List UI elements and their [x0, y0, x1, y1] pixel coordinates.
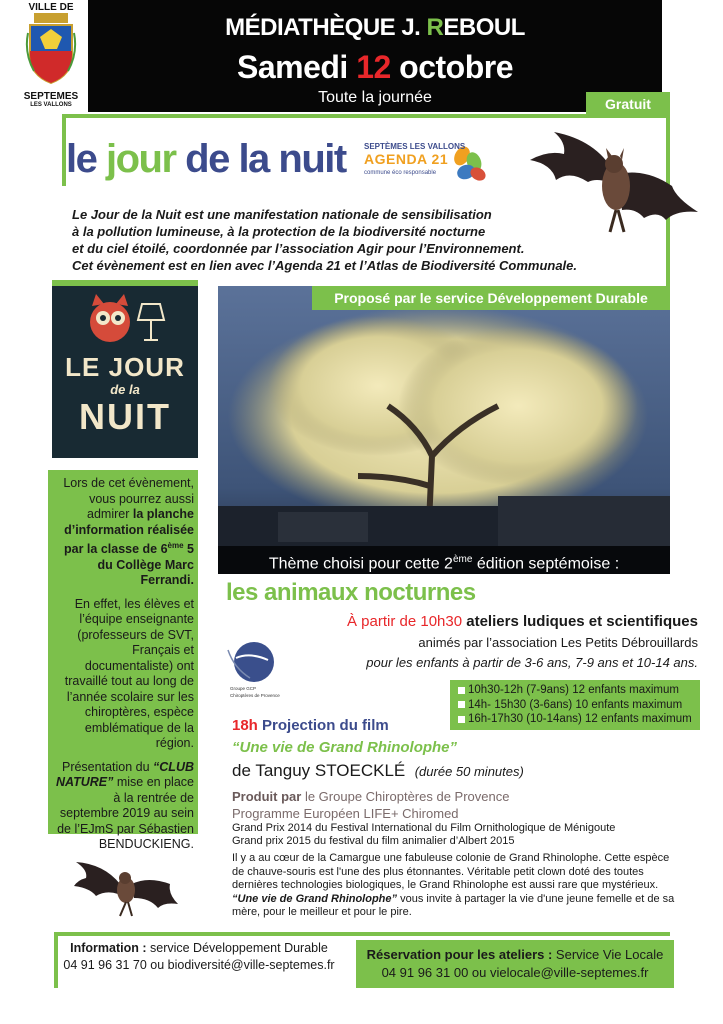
- event-poster: [52, 286, 198, 458]
- footer-top-border: [54, 932, 670, 936]
- venue-suffix: EBOUL: [443, 14, 525, 41]
- gcp-logo: [220, 638, 280, 702]
- agenda21-logo: [362, 142, 492, 184]
- film-prod-label: Produit par: [232, 789, 302, 804]
- film-heading: [232, 716, 389, 736]
- footer-information: [54, 940, 344, 974]
- film-description: [232, 852, 682, 920]
- venue-prefix: MÉDIATHÈQUE J.: [225, 14, 427, 41]
- workshops-organizer: animés par l’association Les Petits Débrouillards: [418, 635, 698, 650]
- frame-top-border: [62, 114, 670, 118]
- theme-caption-sup: ème: [452, 554, 473, 565]
- left-para-1-c: 5 du Collège Marc Ferrandi.: [97, 542, 194, 588]
- film-desc-a: Il y a au cœur de la Camargue une fabuleuse colonie de Grand Rhinolophe. Cette espèce de chauve-souris est l'une des plus étonnantes. Véritable petit clown doté des toutes dernières technologies biologiques, le Grand Rhinolophe est aussi rare que mystérieux.: [232, 852, 670, 891]
- event-date: [88, 48, 662, 86]
- date-number: 12: [356, 49, 391, 85]
- gcp-name: Groupe GCP: [230, 686, 257, 691]
- film-duration: (durée 50 minutes): [414, 764, 524, 779]
- tree-photo: [218, 286, 670, 574]
- title-word-nuit: de la nuit: [175, 137, 346, 181]
- film-award: Grand prix 2015 du festival du film animalier d’Albert 2015: [232, 835, 515, 847]
- town-label-sub: LES VALLONS: [30, 102, 72, 108]
- info-contact: 04 91 96 31 70 ou biodiversité@ville-septemes.fr: [63, 958, 335, 972]
- poster-line-1: LE JOUR: [65, 352, 185, 382]
- resa-contact: 04 91 96 31 00 ou vielocale@ville-septemes.fr: [381, 965, 649, 980]
- theme-caption-before: Thème choisi pour cette 2: [268, 555, 453, 573]
- intro-line: Le Jour de la Nuit est une manifestation nationale de sensibilisation: [72, 207, 492, 222]
- film-producer: [232, 788, 509, 805]
- resa-label: Réservation pour les ateliers :: [366, 947, 553, 962]
- date-month: octobre: [390, 49, 514, 85]
- owl-lamp-icon: [52, 286, 198, 352]
- date-day: Samedi: [236, 49, 357, 85]
- gcp-subtitle: Chiroptères de Provence: [230, 693, 280, 698]
- film-time: 18h: [232, 717, 258, 734]
- agenda-town: SEPTÈMES LES VALLONS: [364, 142, 466, 151]
- organizer-banner: Proposé par le service Développement Durable: [312, 286, 670, 310]
- left-para-1: [52, 476, 194, 589]
- venue-heading: [88, 14, 662, 42]
- left-para-3: [52, 760, 194, 853]
- town-label-top: VILLE DE: [28, 2, 74, 13]
- film-title: “Une vie de Grand Rhinolophe”: [232, 739, 458, 756]
- film-program: Programme Européen LIFE+ Chiromed: [232, 806, 459, 821]
- tree-photo-image: [218, 286, 670, 574]
- checkbox-icon: [458, 687, 465, 694]
- poster-line-3: NUIT: [79, 396, 171, 437]
- workshops-heading: [302, 612, 698, 631]
- agenda-tagline: commune éco responsable: [364, 170, 437, 176]
- left-para-3-a: Présentation du: [61, 759, 154, 774]
- workshops-time: À partir de 10h30: [347, 613, 467, 630]
- film-prod-value: le Groupe Chiroptères de Provence: [301, 789, 510, 804]
- shield-icon: [24, 13, 78, 85]
- left-info-text: [52, 476, 194, 861]
- session-row: [458, 712, 694, 727]
- film-desc-b: “Une vie de Grand Rhinolophe”: [232, 892, 398, 905]
- film-by: de: [232, 761, 256, 780]
- session-row: [458, 683, 694, 698]
- session-text: 10h30-12h (7-9ans) 12 enfants maximum: [468, 684, 679, 696]
- session-text: 14h- 15h30 (3-6ans) 10 enfants maximum: [468, 698, 683, 711]
- left-para-1-sup: ème: [167, 541, 184, 550]
- film-desc-c: vous invite à partager la vie d'une jeune femelle et de sa mère, pour le meilleur et pour le pire.: [232, 892, 675, 918]
- theme-title: les animaux nocturnes: [226, 579, 476, 606]
- town-coat-of-arms: [18, 2, 84, 110]
- sessions-box: [450, 680, 700, 730]
- film-label: Projection du film: [257, 717, 389, 734]
- venue-initial: R: [426, 14, 444, 41]
- left-para-2: En effet, les élèves et l’équipe enseignante (professeurs de SVT, Français et documentaliste) ont travaillé tout au long de l’année scolaire sur les chiroptères, espèce emblématique de la région.: [64, 596, 194, 751]
- workshops-ages: pour les enfants à partir de 3-6 ans, 7-9 ans et 10-14 ans.: [366, 655, 698, 670]
- left-para-3-c: mise en place à la rentrée de septembre 2019 au sein de l’EJmS par Sébastien BENDUCKIENG.: [57, 775, 194, 852]
- checkbox-icon: [458, 716, 465, 723]
- theme-caption-after: édition septémoise :: [472, 555, 620, 573]
- resa-value: Service Vie Locale: [552, 947, 664, 962]
- film-awards: [232, 822, 682, 848]
- intro-line: Cet évènement est en lien avec l’Agenda 21 et l’Atlas de Biodiversité Communale.: [72, 258, 578, 273]
- film-director-line: [232, 760, 524, 783]
- left-para-1-a: Lors de cet évènement, vous pourrez aussi admirer: [63, 476, 194, 521]
- free-badge: Gratuit: [586, 92, 670, 116]
- poster-line-2: de la: [110, 382, 140, 397]
- left-para-3-b: “CLUB NATURE”: [55, 759, 194, 790]
- info-label: Information :: [70, 941, 147, 955]
- event-title: [66, 136, 346, 182]
- left-para-1-b: la planche d’information réalisée par la classe de 6: [64, 507, 194, 557]
- theme-caption: [218, 546, 670, 574]
- agenda-name: AGENDA 21: [364, 151, 449, 167]
- intro-paragraph: [72, 206, 612, 274]
- session-text: 16h-17h30 (10-14ans) 12 enfants maximum: [468, 713, 692, 725]
- film-award: Grand Prix 2014 du Festival International du Film Ornithologique de Ménigoute: [232, 822, 616, 834]
- intro-line: à la pollution lumineuse, à la protection de la biodiversité nocturne: [72, 224, 486, 239]
- title-word-jour: jour: [105, 137, 176, 181]
- workshops-label: ateliers ludiques et scientifiques: [466, 613, 698, 630]
- bird-logo-icon: [220, 638, 280, 686]
- film-director: Tanguy STOECKLÉ: [255, 761, 406, 780]
- bat-icon: [74, 854, 178, 918]
- info-value: service Développement Durable: [146, 941, 328, 955]
- title-word-le: le: [66, 137, 106, 181]
- intro-line: et du ciel étoilé, coordonnée par l’association Agir pour l’Environnement.: [72, 241, 525, 256]
- event-time: Toute la journée: [318, 89, 432, 106]
- footer-reservation: [356, 940, 674, 988]
- checkbox-icon: [458, 701, 465, 708]
- town-label-name: SEPTEMES: [23, 91, 79, 102]
- session-row: [458, 698, 694, 713]
